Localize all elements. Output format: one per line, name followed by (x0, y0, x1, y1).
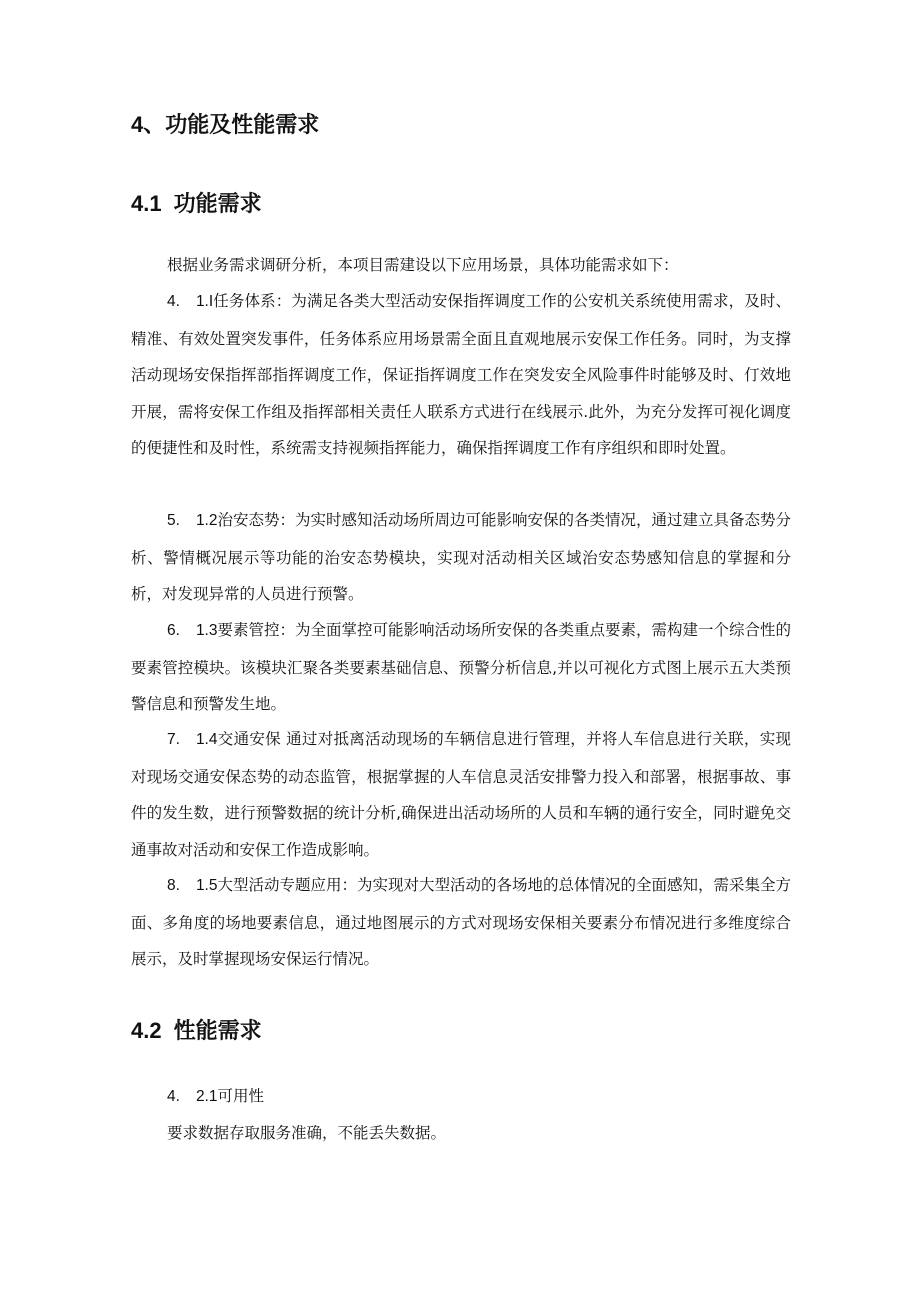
item-text: 治安态势：为实时感知活动场所周边可能影响安保的各类情况，通过建立具备态势分析、警情概况展示等功能的治安态势模块，实现对活动相关区域治安态势感知信息的掌握和分析，对发现异常的人员进行预警。 (131, 511, 792, 603)
item-number (167, 1088, 218, 1105)
functional-item (131, 867, 791, 978)
functional-item (131, 721, 791, 868)
item-number (167, 293, 213, 310)
performance-item (131, 1078, 791, 1116)
section-4-title: 功能及性能需求 (165, 113, 320, 138)
item-code: 1.I (195, 293, 214, 310)
section-4-1-number: 4.1 (131, 191, 162, 216)
item-code: 1.5 (195, 877, 218, 894)
section-4-2-title: 性能需求 (173, 1019, 262, 1044)
item-text: 大型活动专题应用：为实现对大型活动的各场地的总体情况的全面感知，需采集全方面、多角度的场地要素信息，通过地图展示的方式对现场安保相关要素分布情况进行多维度综合展示，及时掌握现场安保运行情况。 (131, 876, 792, 968)
item-code: 1.4 (195, 731, 218, 748)
item-number (167, 877, 218, 894)
section-4-1-title: 功能需求 (173, 192, 262, 217)
item-prefix: 4. (167, 1088, 180, 1105)
item-text: 可用性 (217, 1087, 265, 1105)
section-4-1-heading (131, 190, 262, 219)
item-prefix: 4. (167, 293, 180, 310)
item-number (167, 731, 218, 748)
item-code: 2.1 (195, 1088, 218, 1105)
item-text: 要素管控：为全面掌控可能影响活动场所安保的各类重点要素，需构建一个综合性的要素管控模块。该模块汇聚各类要素基础信息、预警分析信息,并以可视化方式图上展示五大类预警信息和预警发生地。 (131, 621, 792, 713)
section-4-heading (131, 111, 319, 140)
item-text: 交通安保 通过对抵离活动现场的车辆信息进行管理，并将人车信息进行关联，实现对现场交通安保态势的动态监管，根据掌握的人车信息灵活安排警力投入和部署，根据事故、事件的发生数，进行预警数据的统计分析,确保进出活动场所的人员和车辆的通行安全，同时避免交通事故对活动和安保工作造成影响。 (131, 730, 791, 859)
performance-body: 要求数据存取服务准确，不能丢失数据。 (167, 1124, 447, 1142)
item-prefix: 7. (167, 731, 180, 748)
item-code: 1.3 (195, 622, 218, 639)
item-prefix: 6. (167, 622, 180, 639)
section-4-number: 4、 (131, 112, 166, 137)
item-prefix: 5. (167, 512, 180, 529)
item-number (167, 512, 218, 529)
functional-item (131, 283, 791, 467)
functional-intro: 根据业务需求调研分析，本项目需建设以下应用场景，具体功能需求如下： (167, 256, 679, 274)
item-code: 1.2 (195, 512, 218, 529)
functional-item (131, 612, 791, 723)
section-4-2-number: 4.2 (131, 1018, 162, 1043)
functional-item (131, 502, 791, 613)
item-prefix: 8. (167, 877, 180, 894)
item-number (167, 622, 218, 639)
item-text: 任务体系：为满足各类大型活动安保指挥调度工作的公安机关系统使用需求，及时、精准、有效处置突发事件，任务体系应用场景需全面且直观地展示安保工作任务。同时，为支撑活动现场安保指挥部指挥调度工作，保证指挥调度工作在突发安全风险事件时能够及时、仃效地开展，需将安保工作组及指挥部相关责任人联系方式进行在线展示.此外，为充分发挥可视化调度的便捷性和及时性，系统需支持视频指挥能力，确保指挥调度工作有序组织和即时处置。 (131, 292, 791, 457)
section-4-2-heading (131, 1017, 262, 1046)
